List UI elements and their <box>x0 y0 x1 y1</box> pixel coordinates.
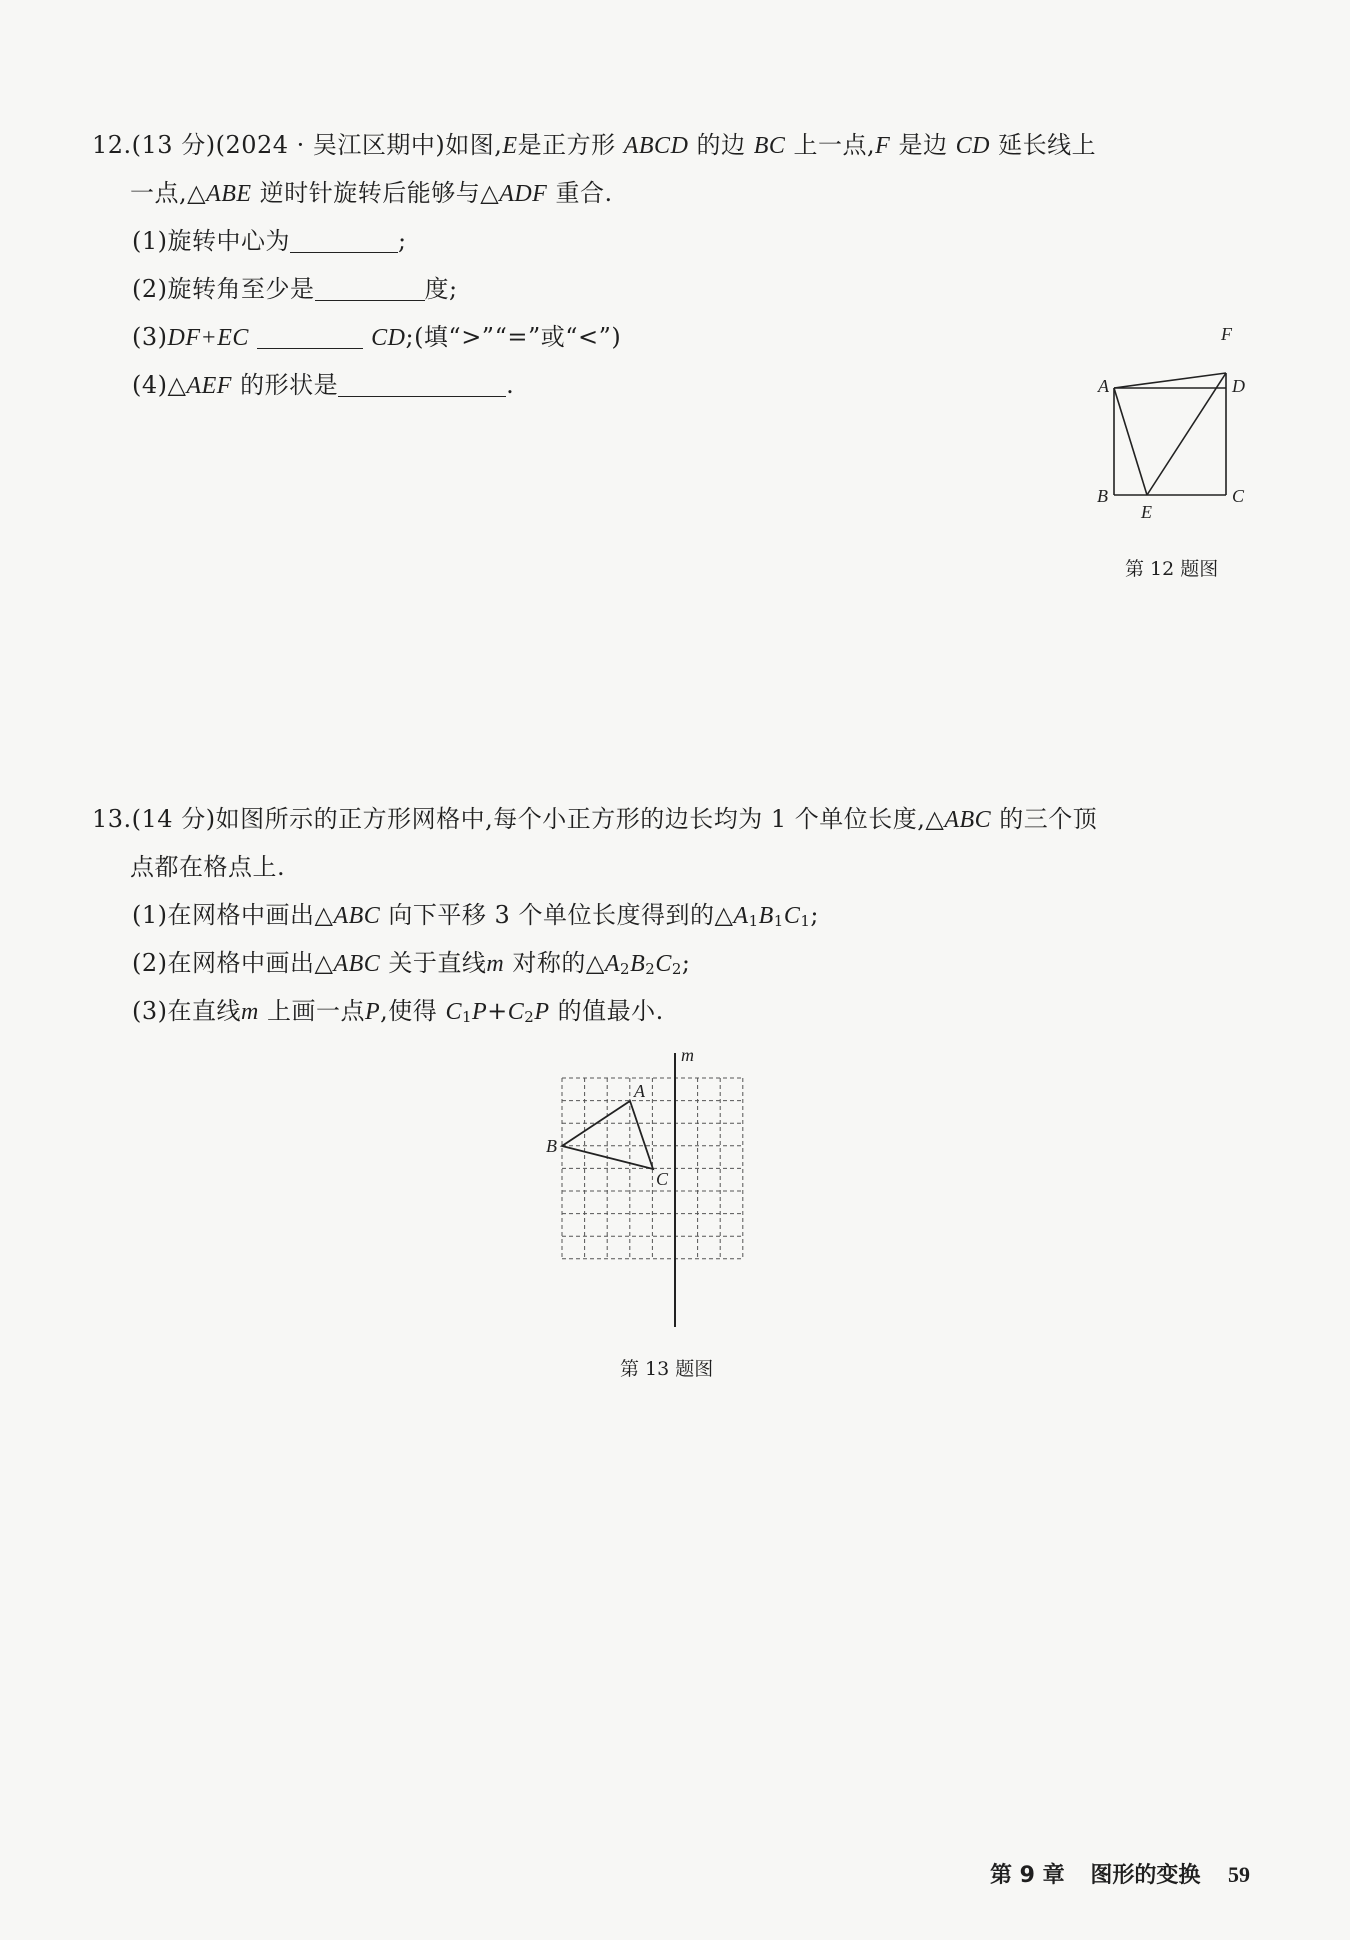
q13-text: + <box>487 997 508 1025</box>
answer-blank-4[interactable] <box>338 372 506 397</box>
q12-math-E: E <box>502 133 518 159</box>
q12-part-3 <box>132 320 621 355</box>
q13-text: 上画一点 <box>266 997 365 1025</box>
q12-text: (2)旋转角至少是 <box>132 275 315 303</box>
q13-number: 13. <box>92 805 132 833</box>
q13-text: ; <box>681 949 691 977</box>
q13-math-C: C <box>655 951 672 977</box>
q13-text: (1)在网格中画出△ <box>132 901 334 929</box>
q13-part-2 <box>132 946 690 981</box>
q12-math-ABE: ABE <box>206 181 252 207</box>
q12-text: (1)旋转中心为 <box>132 227 290 255</box>
q13-math-P: P <box>364 999 381 1025</box>
figure-12-caption: 第 12 题图 <box>1125 558 1219 580</box>
label-B: B <box>1097 486 1108 506</box>
q12-number: 12. <box>92 131 132 159</box>
label-A: A <box>1098 376 1109 396</box>
q13-math-A: A <box>733 903 749 929</box>
q12-text: (3) <box>132 323 168 351</box>
segment-AE <box>1114 388 1147 495</box>
q13-math-C: C <box>783 903 801 929</box>
q12-math-ADF: ADF <box>499 181 548 207</box>
q12-text: 逆时针旋转后能够与△ <box>259 179 500 207</box>
q13-line-1 <box>92 802 1097 837</box>
label-E: E <box>1141 502 1152 522</box>
label-C: C <box>656 1169 669 1189</box>
q12-text: 是边 <box>898 131 948 159</box>
figure-12-square-diagram <box>1080 320 1260 530</box>
q12-math-ABCD: ABCD <box>623 133 689 159</box>
q12-text: (4)△ <box>132 371 187 399</box>
q13-text: (2)在网格中画出△ <box>132 949 334 977</box>
q12-math-expr: DF+EC <box>167 325 249 351</box>
q13-text: 对称的△ <box>512 949 605 977</box>
subscript: 1 <box>461 1008 472 1026</box>
q12-text: ; <box>398 227 407 255</box>
q13-text: 关于直线 <box>388 949 487 977</box>
q12-text: 度; <box>424 275 458 303</box>
q13-math-m: m <box>486 951 505 977</box>
q12-part-2 <box>132 272 458 306</box>
q12-text: 上一点, <box>793 131 876 159</box>
q12-math-AEF: AEF <box>186 373 232 399</box>
q13-text: ,使得 <box>380 997 438 1025</box>
q13-math-ABC: ABC <box>333 903 381 929</box>
q13-math-C: C <box>445 999 462 1025</box>
q12-source: (2024 · 吴江区期中) <box>215 131 446 159</box>
label-C: C <box>1232 486 1245 506</box>
q13-math-B: B <box>630 951 646 977</box>
q12-points: (13 分) <box>131 131 216 159</box>
page-number: 59 <box>1228 1862 1250 1887</box>
q13-text: ; <box>810 901 819 929</box>
q13-part-3 <box>132 994 664 1029</box>
q13-text: 的三个顶 <box>999 805 1098 833</box>
q12-part-4 <box>132 368 514 403</box>
segment-EF <box>1147 373 1226 495</box>
subscript: 2 <box>645 960 656 978</box>
q12-text: 是正方形 <box>517 131 616 159</box>
q13-part-1 <box>132 898 819 933</box>
label-D: D <box>1232 376 1245 396</box>
subscript: 2 <box>620 960 631 978</box>
footer-chapter: 第 9 章 <box>990 1863 1065 1888</box>
q12-line-1 <box>92 128 1096 163</box>
q13-math-C: C <box>507 999 525 1025</box>
figure-13-caption: 第 13 题图 <box>620 1358 714 1380</box>
q12-text: ;(填“>”“=”或“<”) <box>405 323 622 351</box>
q13-points: (14 分) <box>131 805 216 833</box>
q13-math-ABC: ABC <box>944 807 992 833</box>
q12-text: 的边 <box>696 131 746 159</box>
q12-part-1 <box>132 224 407 258</box>
subscript: 1 <box>800 912 811 930</box>
label-F: F <box>1221 324 1232 344</box>
q12-text: . <box>506 371 515 399</box>
q13-math-B: B <box>758 903 774 929</box>
q12-text: 重合. <box>555 179 613 207</box>
q13-text: (3)在直线 <box>132 997 241 1025</box>
q13-math-A: A <box>604 951 621 977</box>
label-B: B <box>546 1136 557 1156</box>
q12-math-F: F <box>875 133 891 159</box>
subscript: 2 <box>524 1008 535 1026</box>
q12-math-CD: CD <box>371 325 406 351</box>
q12-text: 延长线上 <box>998 131 1097 159</box>
label-m: m <box>681 1045 694 1065</box>
q13-text: 如图所示的正方形网格中,每个小正方形的边长均为 1 个单位长度,△ <box>215 805 945 833</box>
answer-blank-1[interactable] <box>290 228 398 253</box>
answer-blank-2[interactable] <box>315 276 425 301</box>
subscript: 1 <box>773 912 784 930</box>
subscript: 2 <box>671 960 682 978</box>
segment-AF <box>1114 373 1226 388</box>
q13-math-ABC: ABC <box>333 951 381 977</box>
answer-blank-3[interactable] <box>257 324 363 349</box>
q13-math-m: m <box>241 999 259 1025</box>
q13-text: 的值最小. <box>557 997 664 1025</box>
q12-text: 的形状是 <box>240 371 339 399</box>
q12-text: 如图, <box>445 131 503 159</box>
q12-math-BC: BC <box>753 133 786 159</box>
label-A: A <box>634 1081 645 1101</box>
q13-math-P: P <box>534 999 550 1025</box>
page-footer <box>990 1858 1250 1889</box>
subscript: 1 <box>748 912 759 930</box>
figure-13-grid-diagram <box>540 1045 800 1335</box>
q13-text: 点都在格点上. <box>130 853 286 881</box>
q13-line-2 <box>130 850 285 884</box>
q13-math-P: P <box>472 999 488 1025</box>
q12-math-CD: CD <box>955 133 990 159</box>
q13-text: 向下平移 3 个单位长度得到的△ <box>388 901 734 929</box>
q12-text: 一点,△ <box>130 179 207 207</box>
footer-title: 图形的变换 <box>1090 1863 1201 1888</box>
q12-line-2 <box>130 176 613 211</box>
